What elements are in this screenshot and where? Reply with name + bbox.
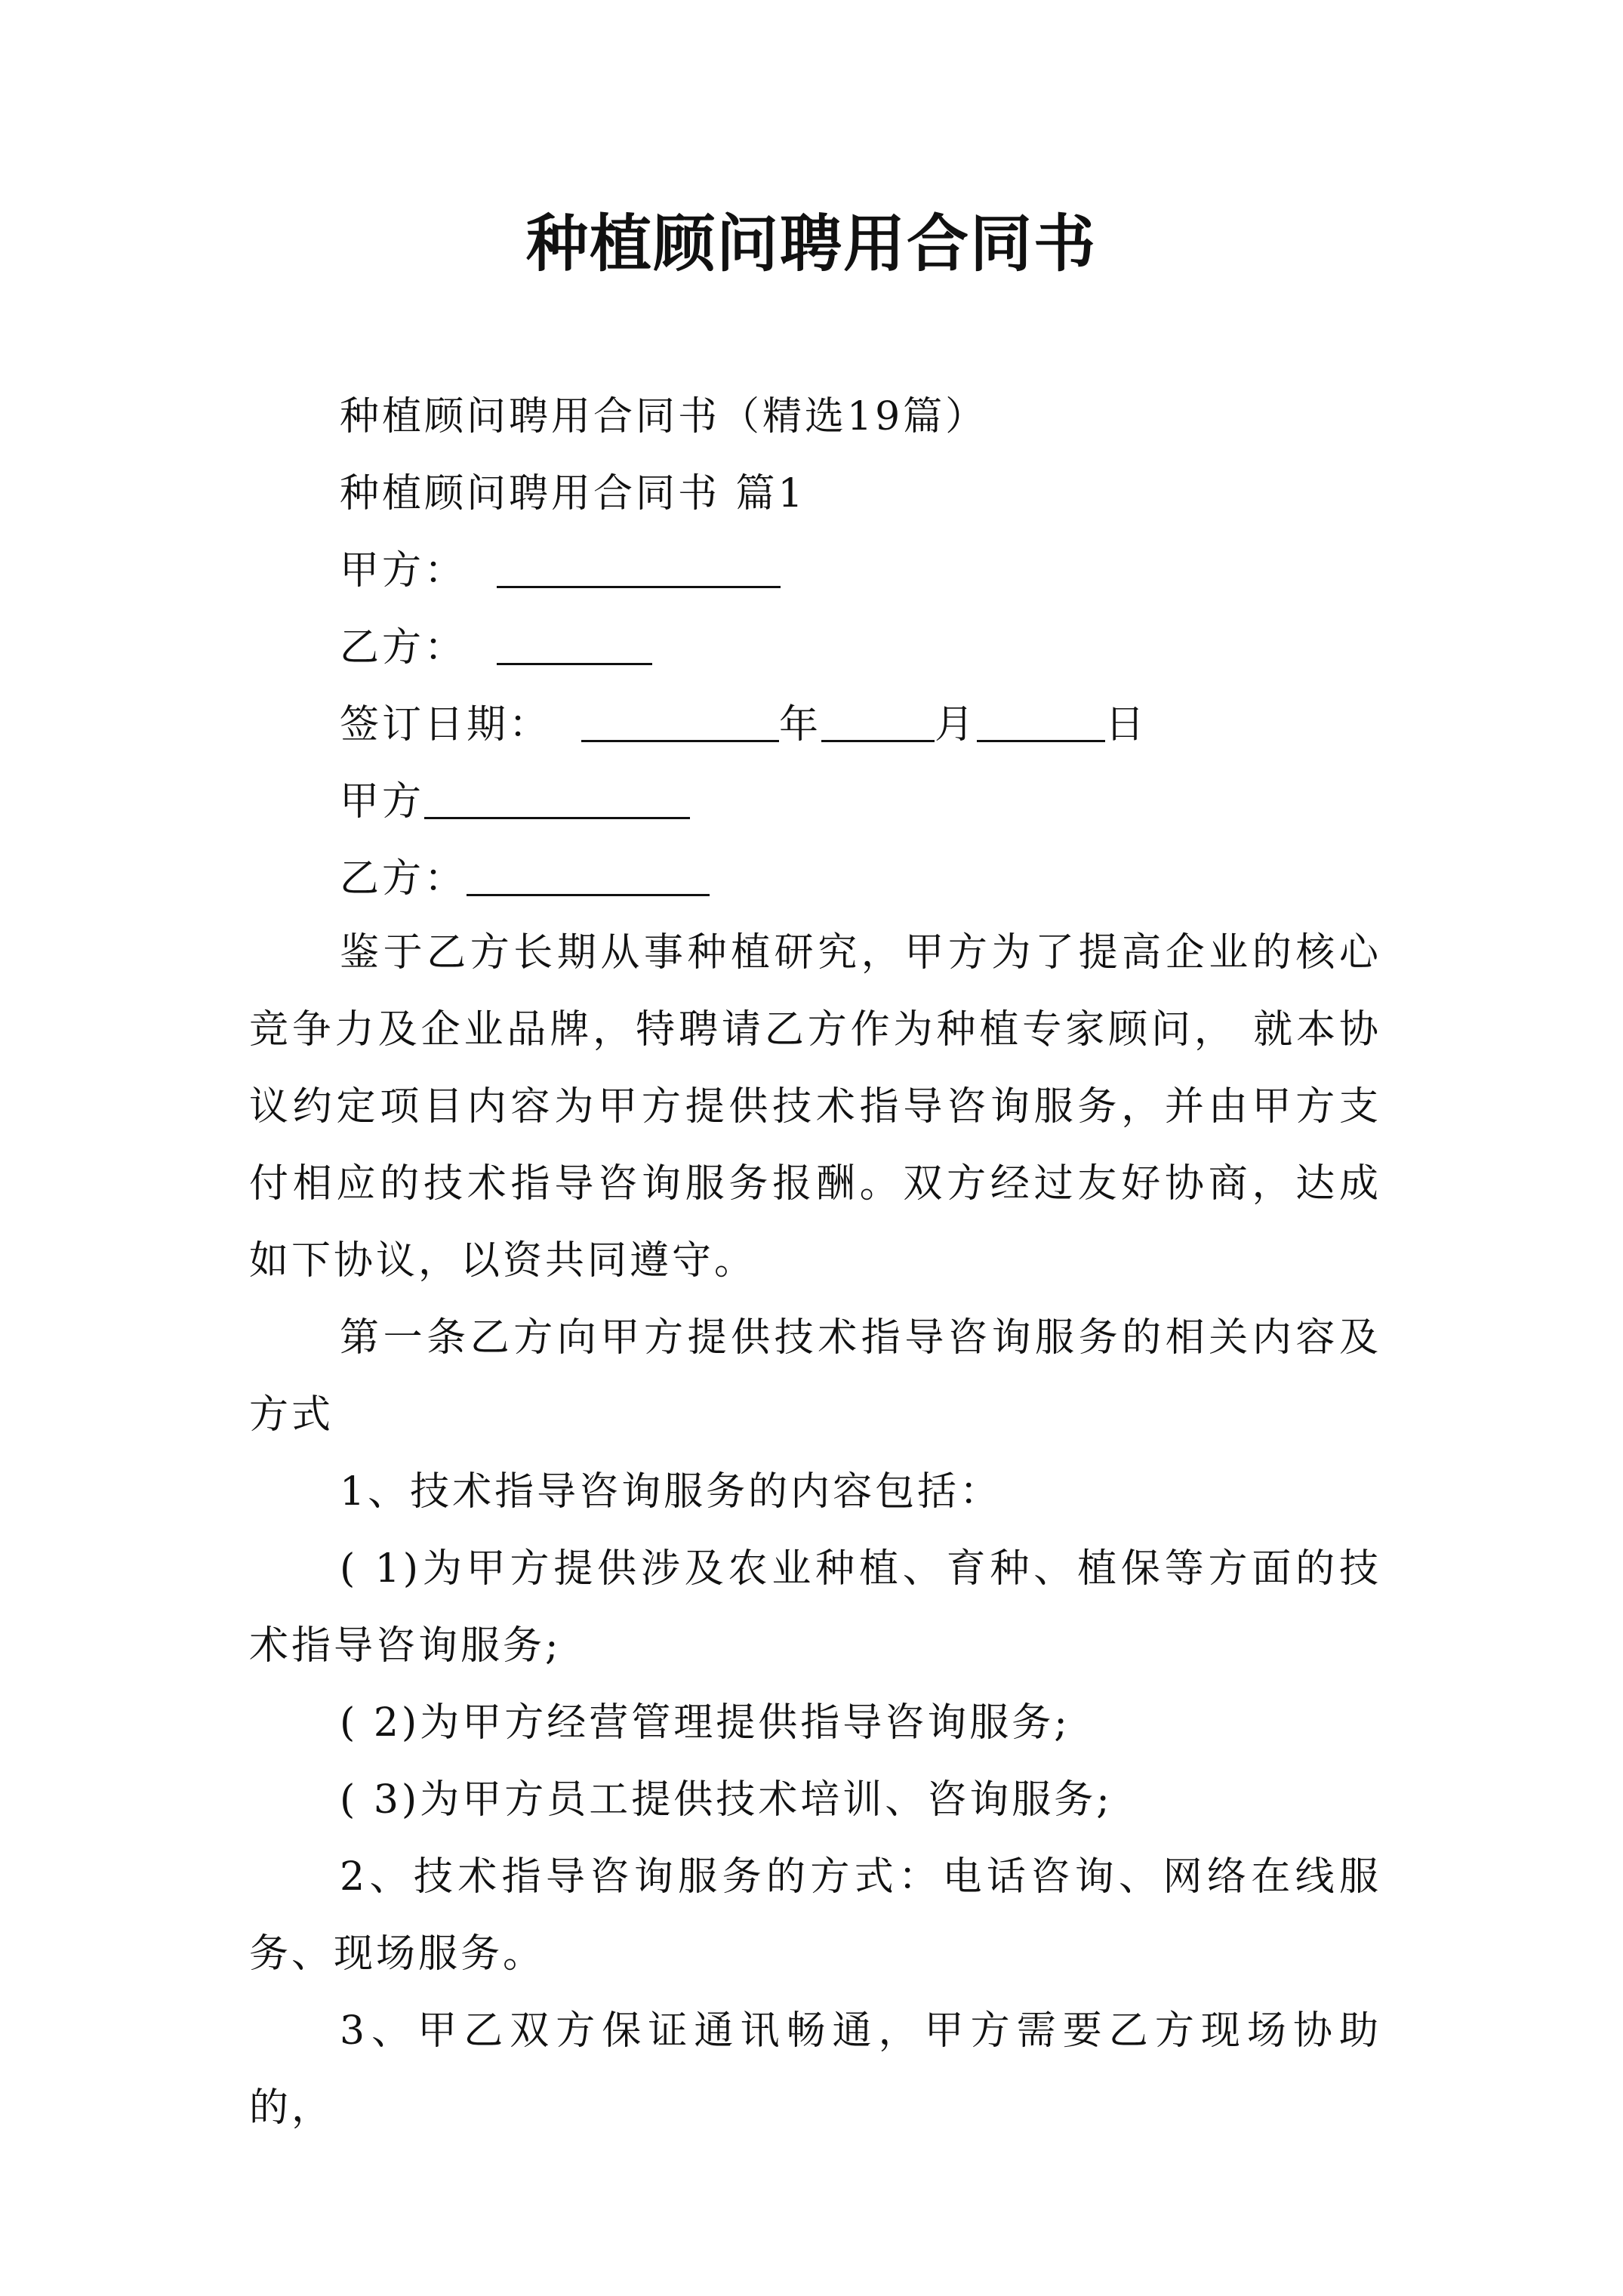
party-a-label-2: 甲方 bbox=[340, 779, 425, 824]
month-label: 月 bbox=[935, 702, 978, 747]
paragraph-article-1: 第一条乙方向甲方提供技术指导咨询服务的相关内容及方式 bbox=[249, 1315, 1381, 1438]
party-b-blank[interactable] bbox=[497, 621, 652, 665]
section-heading: 种植顾问聘用合同书 篇1 bbox=[340, 471, 806, 516]
paragraph-item-1-3: ( 3)为甲方员工提供技术培训、咨询服务; bbox=[340, 1777, 1113, 1823]
paragraph-preamble: 鉴于乙方长期从事种植研究，甲方为了提高企业的核心竞争力及企业品牌，特聘请乙方作为种植专家顾问， 就本协议约定项目内容为甲方提供技术指导咨询服务，并由甲方支付相应的技术指导咨询服务报酬。双方经过友好协商，达成如下协议，以资共同遵守。 bbox=[249, 930, 1381, 1284]
paragraph-item-2: 2、技术指导咨询服务的方式：电话咨询、网络在线服务、现场服务。 bbox=[249, 1854, 1381, 1977]
paragraph-item-1-1: ( 1)为甲方提供涉及农业种植、育种、植保等方面的技术指导咨询服务; bbox=[249, 1546, 1381, 1669]
party-a-label: 甲方： bbox=[340, 548, 467, 593]
day-label: 日 bbox=[1105, 702, 1148, 747]
subtitle: 种植顾问聘用合同书（精选19篇） bbox=[340, 394, 988, 439]
month-blank[interactable] bbox=[821, 698, 935, 742]
party-b-line bbox=[340, 618, 652, 678]
party-b-line-2 bbox=[340, 849, 710, 909]
document-title: 种植顾问聘用合同书 bbox=[525, 208, 1097, 280]
party-b-label: 乙方： bbox=[340, 625, 467, 670]
party-b-label-2: 乙方： bbox=[340, 856, 467, 901]
party-a-line-2 bbox=[340, 772, 690, 832]
party-a-blank[interactable] bbox=[497, 544, 781, 588]
party-b-blank-2[interactable] bbox=[467, 852, 710, 896]
party-a-blank-2[interactable] bbox=[424, 775, 690, 819]
party-a-line bbox=[340, 541, 781, 601]
year-label: 年 bbox=[779, 702, 822, 747]
paragraph-item-1: 1、技术指导咨询服务的内容包括： bbox=[340, 1469, 1002, 1515]
paragraph-item-3: 3、甲乙双方保证通讯畅通，甲方需要乙方现场协助的， bbox=[249, 2008, 1381, 2131]
day-blank[interactable] bbox=[977, 698, 1105, 742]
sign-date-label: 签订日期： bbox=[340, 702, 552, 747]
year-blank[interactable] bbox=[581, 698, 779, 742]
paragraph-item-1-2: ( 2)为甲方经营管理提供指导咨询服务; bbox=[340, 1700, 1070, 1746]
sign-date-line bbox=[340, 695, 1147, 755]
